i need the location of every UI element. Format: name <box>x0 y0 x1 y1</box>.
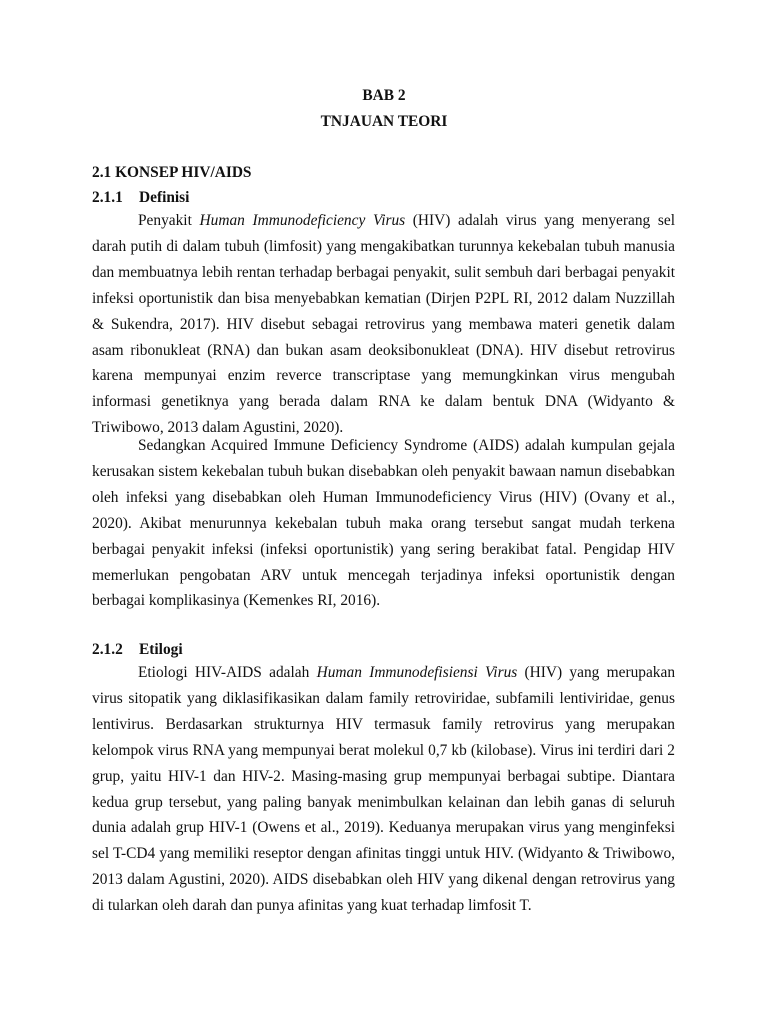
subsection-heading-definisi <box>92 188 189 208</box>
chapter-number: BAB 2 <box>362 87 406 104</box>
paragraph-etilogi <box>92 660 675 919</box>
subsection-number: 2.1.1 <box>92 189 123 206</box>
paragraph-text: (HIV) adalah virus yang menyerang sel darah putih di dalam tubuh (limfosit) yang mengakibatkan turunnya kekebalan tubuh manusia dan membuatnya lebih rentan terhadap berbagai penyakit, sulit sembuh dari berbagai penyakit infeksi oportunistik dan bisa menyebabkan kematian (Dirjen P2PL RI, 2012 dalam Nuzzillah & Sukendra, 2017). HIV disebut sebagai retrovirus yang membawa materi genetik dalam asam ribonukleat (RNA) dan bukan asam deoksibonukleat (DNA). HIV disebut retrovirus karena mempunyai enzim reverce transcriptase yang memungkinkan virus mengubah informasi genetiknya yang berada dalam RNA ke dalam bentuk DNA (Widyanto & Triwibowo, 2013 dalam Agustini, 2020). <box>92 212 675 437</box>
subsection-heading-etilogi <box>92 640 183 660</box>
paragraph-emphasis: Human Immunodeficiency Virus <box>199 212 406 229</box>
subsection-number: 2.1.2 <box>92 641 123 658</box>
subsection-title: Etilogi <box>139 641 183 658</box>
paragraph-text: (HIV) yang merupakan virus sitopatik yang diklasifikasikan dalam family retroviridae, subfamili lentiviridae, genus lentivirus. Berdasarkan strukturnya HIV termasuk family retrovirus yang merupakan kelompok virus RNA yang mempunyai berat molekul 0,7 kb (kilobase). Virus ini terdiri dari 2 grup, yaitu HIV-1 dan HIV-2. Masing-masing grup mempunyai berbagai subtipe. Diantara kedua grup tersebut, yang paling banyak menimbulkan kelainan dan lebih ganas di seluruh dunia adalah grup HIV-1 (Owens et al., 2019). Keduanya merupakan virus yang menginfeksi sel T-CD4 yang memiliki reseptor dengan afinitas tinggi untuk HIV. (Widyanto & Triwibowo, 2013 dalam Agustini, 2020). AIDS disebabkan oleh HIV yang dikenal dengan retrovirus yang di tularkan oleh darah dan punya afinitas yang kuat terhadap limfosit T. <box>92 664 676 915</box>
paragraph-definisi-2: Sedangkan Acquired Immune Deficiency Syndrome (AIDS) adalah kumpulan gejala kerusakan sistem kekebalan tubuh bukan disebabkan oleh penyakit bawaan namun disebabkan oleh infeksi yang disebabkan oleh Human Immunodeficiency Virus (HIV) (Ovany et al., 2020). Akibat menurunnya kekebalan tubuh maka orang tersebut sangat mudah terkena berbagai penyakit infeksi (infeksi oportunistik) yang sering berakibat fatal. Pengidap HIV memerlukan pengobatan ARV untuk mencegah terjadinya infeksi oportunistik dengan berbagai komplikasinya (Kemenkes RI, 2016). <box>92 437 675 610</box>
chapter-title: TNJAUAN TEORI <box>320 113 448 130</box>
paragraph-text: Penyakit <box>138 212 200 229</box>
paragraph-emphasis: Human Immunodefisiensi Virus <box>316 664 518 681</box>
subsection-title: Definisi <box>139 189 190 206</box>
paragraph-text: Etiologi HIV-AIDS adalah <box>138 664 317 681</box>
section-heading: 2.1 KONSEP HIV/AIDS <box>92 164 252 181</box>
paragraph-definisi-1 <box>92 208 675 441</box>
